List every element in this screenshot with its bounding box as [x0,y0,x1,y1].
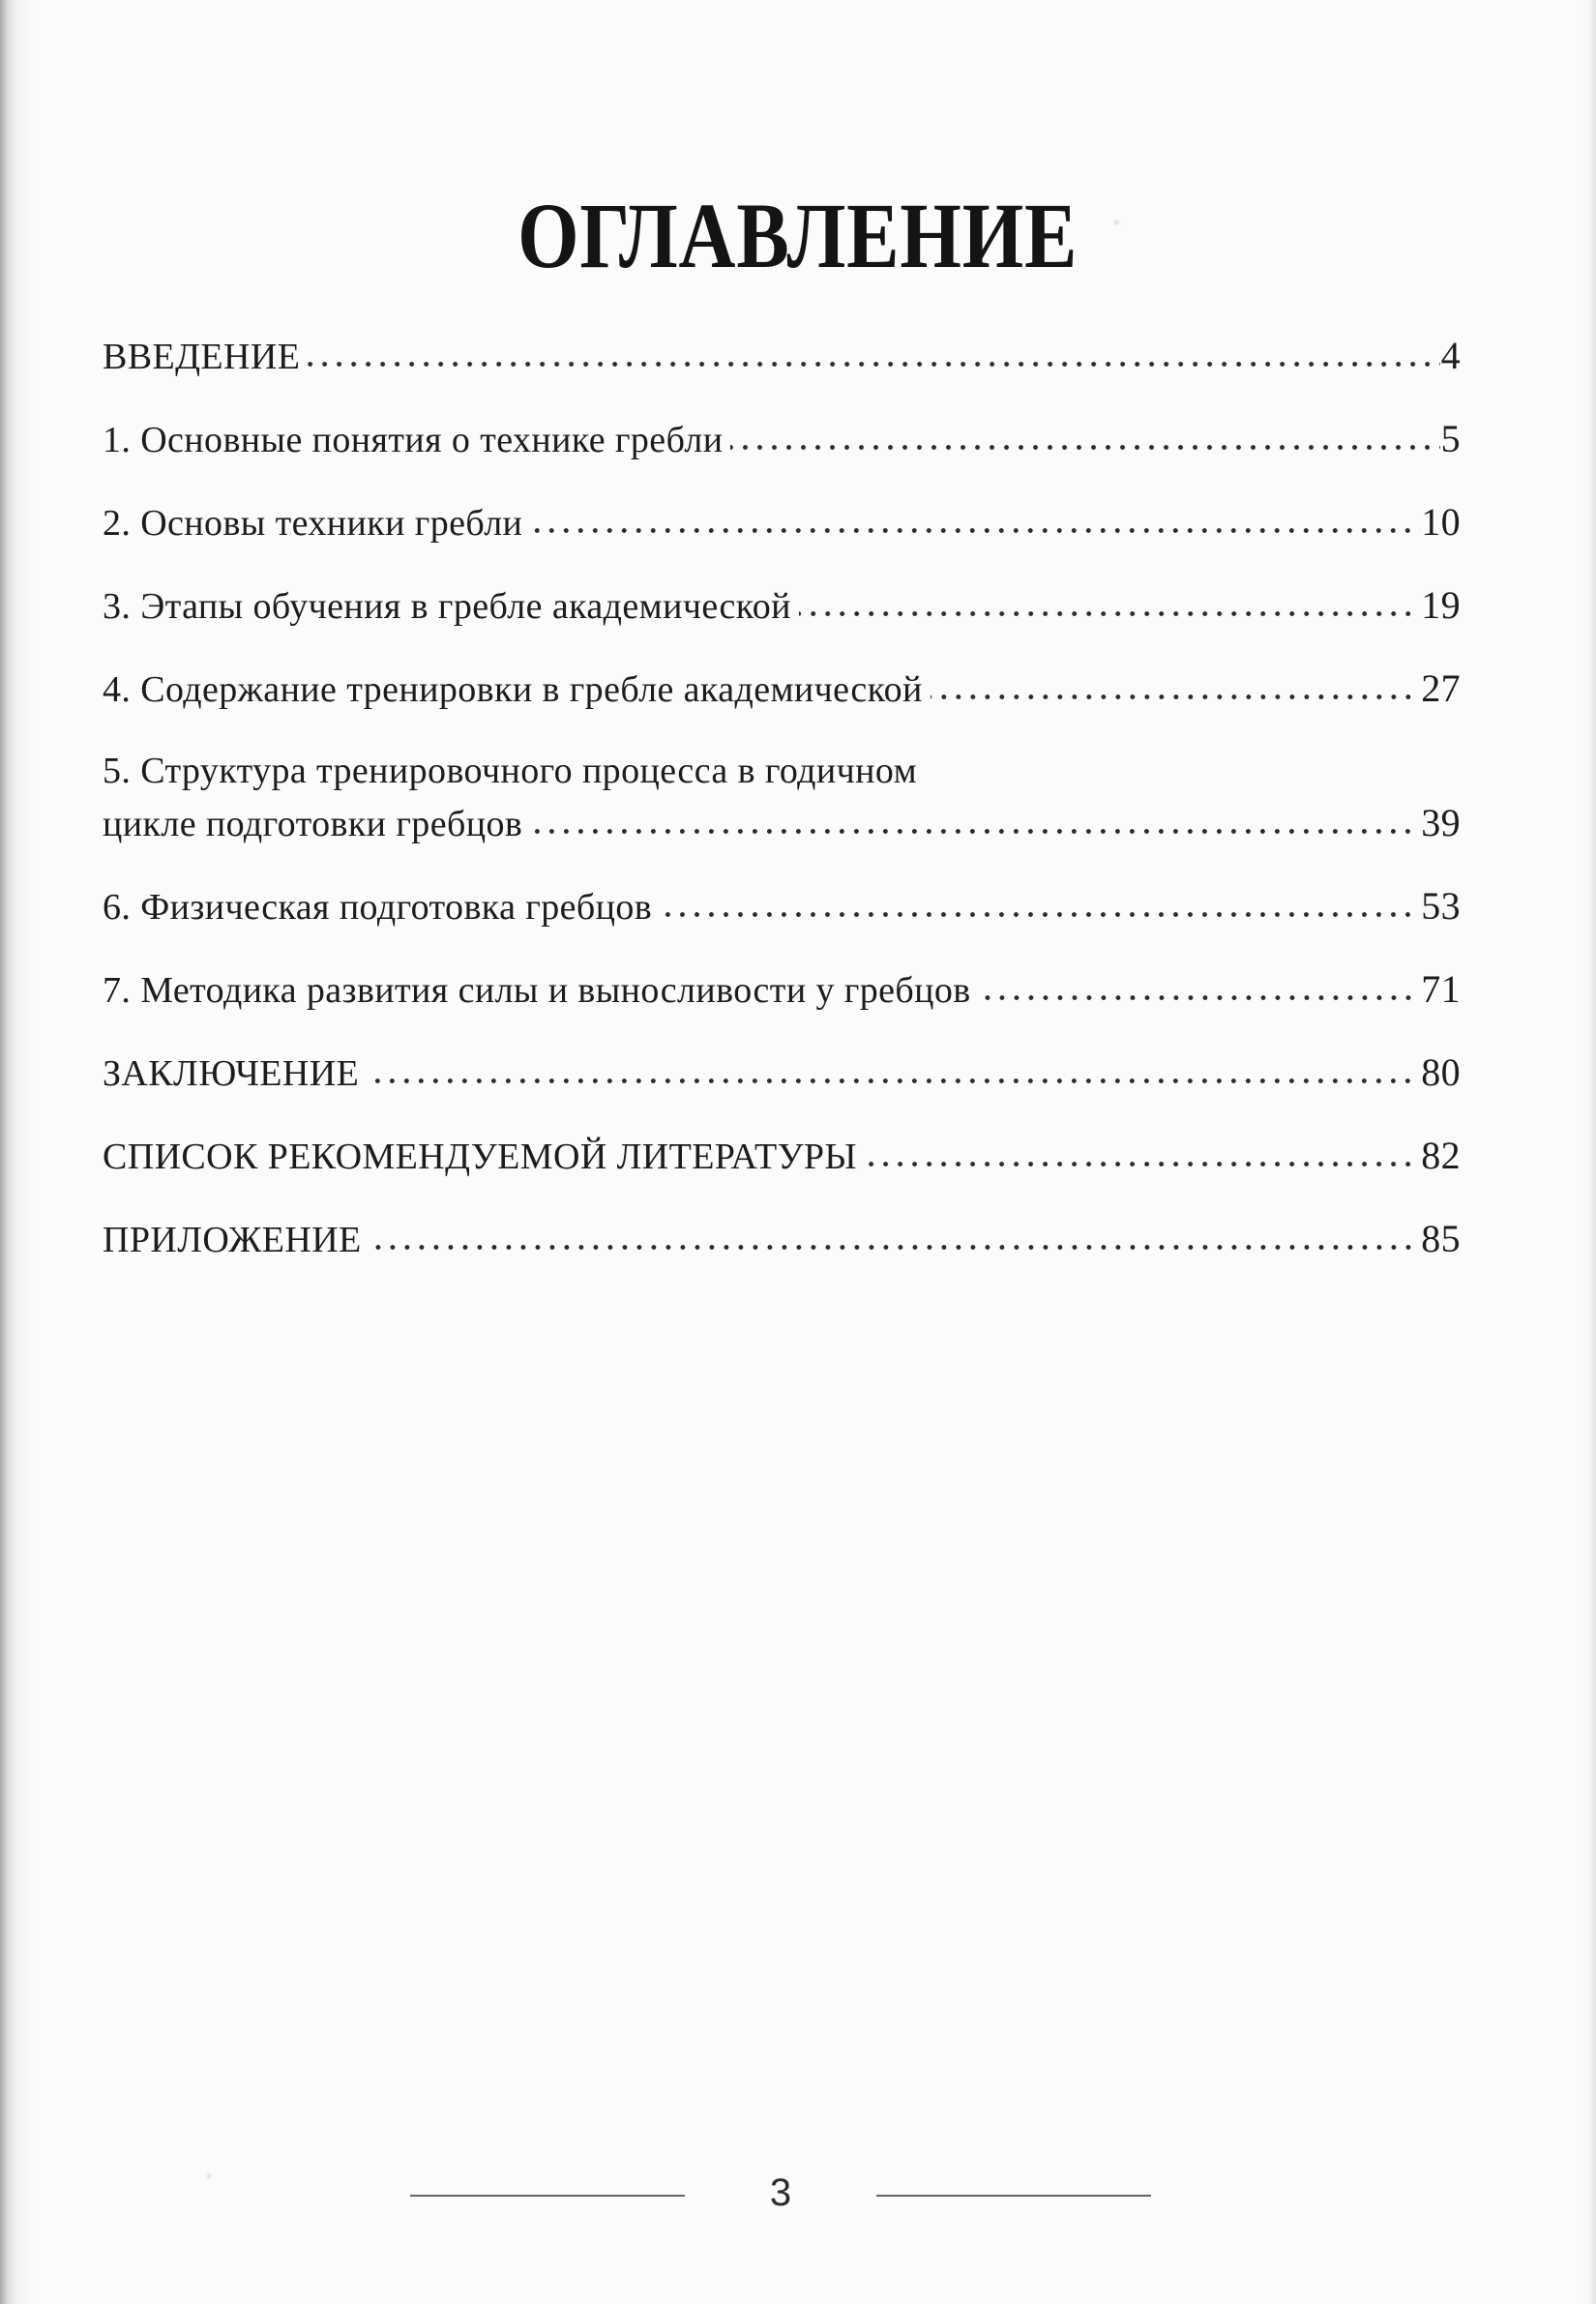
dot-leader [369,1243,1421,1252]
toc-entry-page-number: 4 [1440,334,1461,377]
toc-entry-page-number: 71 [1421,967,1461,1011]
toc-entry [103,663,1461,716]
toc-entry-label: ВВЕДЕНИЕ [103,337,301,377]
page-edge-shadow-left [0,0,41,2304]
toc-entry-label: ПРИЛОЖЕНИЕ [103,1220,362,1260]
toc-entry-page-number: 10 [1421,500,1461,544]
footer-rule-right [876,2195,1151,2197]
dot-leader [865,1160,1420,1168]
toc-entry-label: СПИСОК РЕКОМЕНДУЕМОЙ ЛИТЕРАТУРЫ [103,1137,857,1177]
toc-entry-row [103,413,1461,466]
toc-entry-row [103,963,1461,1017]
toc-entry-page-number: 82 [1421,1134,1461,1177]
page-edge-shadow-right [1582,0,1596,2304]
toc-entry [103,880,1461,933]
toc-entry-row [103,330,1461,383]
toc-entry-label: 3. Этапы обучения в гребле академической [103,586,791,627]
toc-entry-page-number: 85 [1421,1217,1461,1260]
dot-leader [799,609,1420,618]
dot-leader [530,827,1420,836]
toc-entry [103,1213,1461,1266]
dot-leader [308,360,1439,369]
toc-entry-label: 1. Основные понятия о технике гребли [103,420,724,460]
toc-entry [103,330,1461,383]
toc-entry-label: ЗАКЛЮЧЕНИЕ [103,1053,360,1094]
toc-entry-page-number: 39 [1421,801,1461,844]
toc-entry [103,963,1461,1017]
toc-entry-label: 2. Основы техники гребли [103,503,523,544]
toc-list [103,330,1461,1296]
toc-entry-label: цикле подготовки гребцов [103,804,523,844]
toc-entry-first-line: 5. Структура тренировочного процесса в годичном [103,751,918,791]
page-title-text: ОГЛАВЛЕНИЕ [517,184,1079,287]
toc-entry [103,746,1461,850]
toc-entry-page-number: 53 [1421,884,1461,928]
toc-entry [103,1130,1461,1183]
dot-leader [730,443,1439,452]
toc-entry-row [103,1130,1461,1183]
toc-entry [103,413,1461,466]
toc-entry-row [103,797,1461,850]
toc-entry-row [103,1047,1461,1100]
footer-rule-left [410,2195,685,2197]
toc-entry-label: 6. Физическая подготовка гребцов [103,887,653,928]
toc-entry-row [103,1213,1461,1266]
toc-entry-row [103,579,1461,633]
toc-entry-row [103,496,1461,549]
toc-entry-label: 7. Методика развития силы и выносливости у гребцов [103,970,971,1011]
toc-entry [103,579,1461,633]
page-title [0,184,1596,287]
toc-entry-label: 4. Содержание тренировки в гребле академической [103,669,923,710]
dot-leader [979,993,1421,1002]
toc-entry [103,496,1461,549]
toc-entry-row [103,880,1461,933]
dot-leader [931,693,1420,701]
toc-entry-page-number: 5 [1440,417,1461,460]
toc-entry-page-number: 80 [1421,1050,1461,1094]
dot-leader [530,526,1420,535]
dot-leader [367,1077,1420,1085]
toc-entry-page-number: 19 [1421,583,1461,627]
dot-leader [660,910,1420,919]
page-footer [0,2167,1596,2225]
toc-entry [103,1047,1461,1100]
toc-entry-row [103,663,1461,716]
toc-entry-page-number: 27 [1421,666,1461,710]
footer-page-number: 3 [769,2171,792,2214]
